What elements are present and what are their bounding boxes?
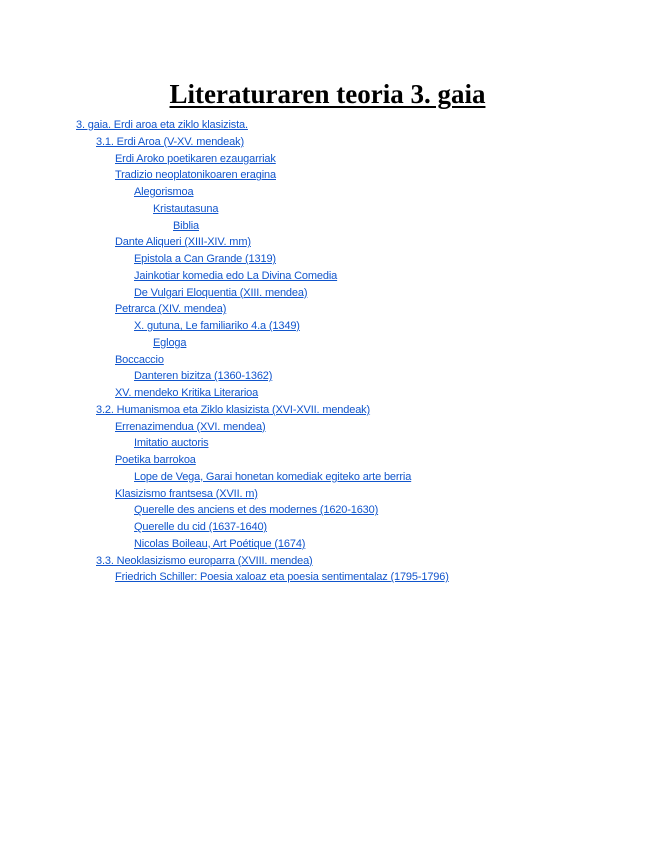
toc-entry <box>0 267 655 284</box>
toc-link[interactable]: Kristautasuna <box>153 202 219 215</box>
toc-link[interactable]: Tradizio neoplatonikoaren eragina <box>115 169 276 182</box>
toc-entry <box>0 166 655 183</box>
toc-link[interactable]: 3.3. Neoklasizismo europarra (XVIII. mendea) <box>96 554 313 567</box>
toc-entry <box>0 468 655 485</box>
toc-link[interactable]: Alegorismoa <box>134 186 194 198</box>
table-of-contents <box>0 116 655 585</box>
toc-link[interactable]: XV. mendeko Kritika Literarioa <box>115 387 259 399</box>
toc-entry <box>0 200 655 217</box>
toc-entry <box>0 116 655 133</box>
toc-entry <box>0 250 655 267</box>
toc-entry <box>0 418 655 435</box>
toc-link[interactable]: Boccaccio <box>115 353 164 366</box>
toc-link[interactable]: Petrarca (XIV. mendea) <box>115 303 227 316</box>
toc-entry <box>0 133 655 150</box>
toc-entry <box>0 501 655 518</box>
page-title: Literaturaren teoria 3. gaia <box>169 79 486 109</box>
toc-link[interactable]: 3.2. Humanismoa eta Ziklo klasizista (XVI-XVII. mendeak) <box>96 403 371 416</box>
toc-link[interactable]: Egloga <box>153 336 187 349</box>
toc-link[interactable]: Danteren bizitza (1360-1362) <box>134 370 273 383</box>
toc-entry <box>0 568 655 585</box>
toc-entry <box>0 183 655 200</box>
toc-link[interactable]: Poetika barrokoa <box>115 454 196 466</box>
toc-entry <box>0 351 655 368</box>
toc-entry <box>0 233 655 250</box>
toc-entry <box>0 284 655 301</box>
toc-link[interactable]: De Vulgari Eloquentia (XIII. mendea) <box>134 286 308 299</box>
toc-link[interactable]: X. gutuna, Le familiariko 4.a (1349) <box>134 320 300 332</box>
toc-entry <box>0 485 655 502</box>
toc-link[interactable]: Klasizismo frantsesa (XVII. m) <box>115 487 258 500</box>
toc-entry <box>0 334 655 351</box>
toc-entry <box>0 300 655 317</box>
toc-entry <box>0 367 655 384</box>
toc-entry <box>0 451 655 468</box>
toc-entry <box>0 384 655 401</box>
toc-link[interactable]: Dante Aliqueri (XIII-XIV. mm) <box>115 236 251 249</box>
toc-link[interactable]: Nicolas Boileau, Art Poétique (1674) <box>134 537 306 550</box>
toc-entry <box>0 552 655 569</box>
toc-entry <box>0 518 655 535</box>
toc-link[interactable]: Jainkotiar komedia edo La Divina Comedia <box>134 269 338 282</box>
toc-link[interactable]: Erdi Aroko poetikaren ezaugarriak <box>115 152 276 165</box>
toc-link[interactable]: 3. gaia. Erdi aroa eta ziklo klasizista. <box>76 119 248 131</box>
toc-entry <box>0 217 655 234</box>
toc-entry <box>0 401 655 418</box>
toc-link[interactable]: Epistola a Can Grande (1319) <box>134 253 276 265</box>
toc-link[interactable]: Friedrich Schiller: Poesia xaloaz eta poesia sentimentalaz (1795-1796) <box>115 571 449 584</box>
toc-link[interactable]: Lope de Vega, Garai honetan komediak egiteko arte berria <box>134 470 412 483</box>
toc-link[interactable]: Errenazimendua (XVI. mendea) <box>115 420 266 433</box>
toc-entry <box>0 317 655 334</box>
toc-link[interactable]: Querelle des anciens et des modernes (1620-1630) <box>134 504 379 517</box>
toc-link[interactable]: Querelle du cid (1637-1640) <box>134 521 267 533</box>
toc-link[interactable]: Imitatio auctoris <box>134 437 209 450</box>
toc-link[interactable]: Biblia <box>173 219 200 232</box>
toc-entry <box>0 150 655 167</box>
toc-entry <box>0 535 655 552</box>
toc-entry <box>0 434 655 451</box>
toc-link[interactable]: 3.1. Erdi Aroa (V-XV. mendeak) <box>96 135 244 148</box>
